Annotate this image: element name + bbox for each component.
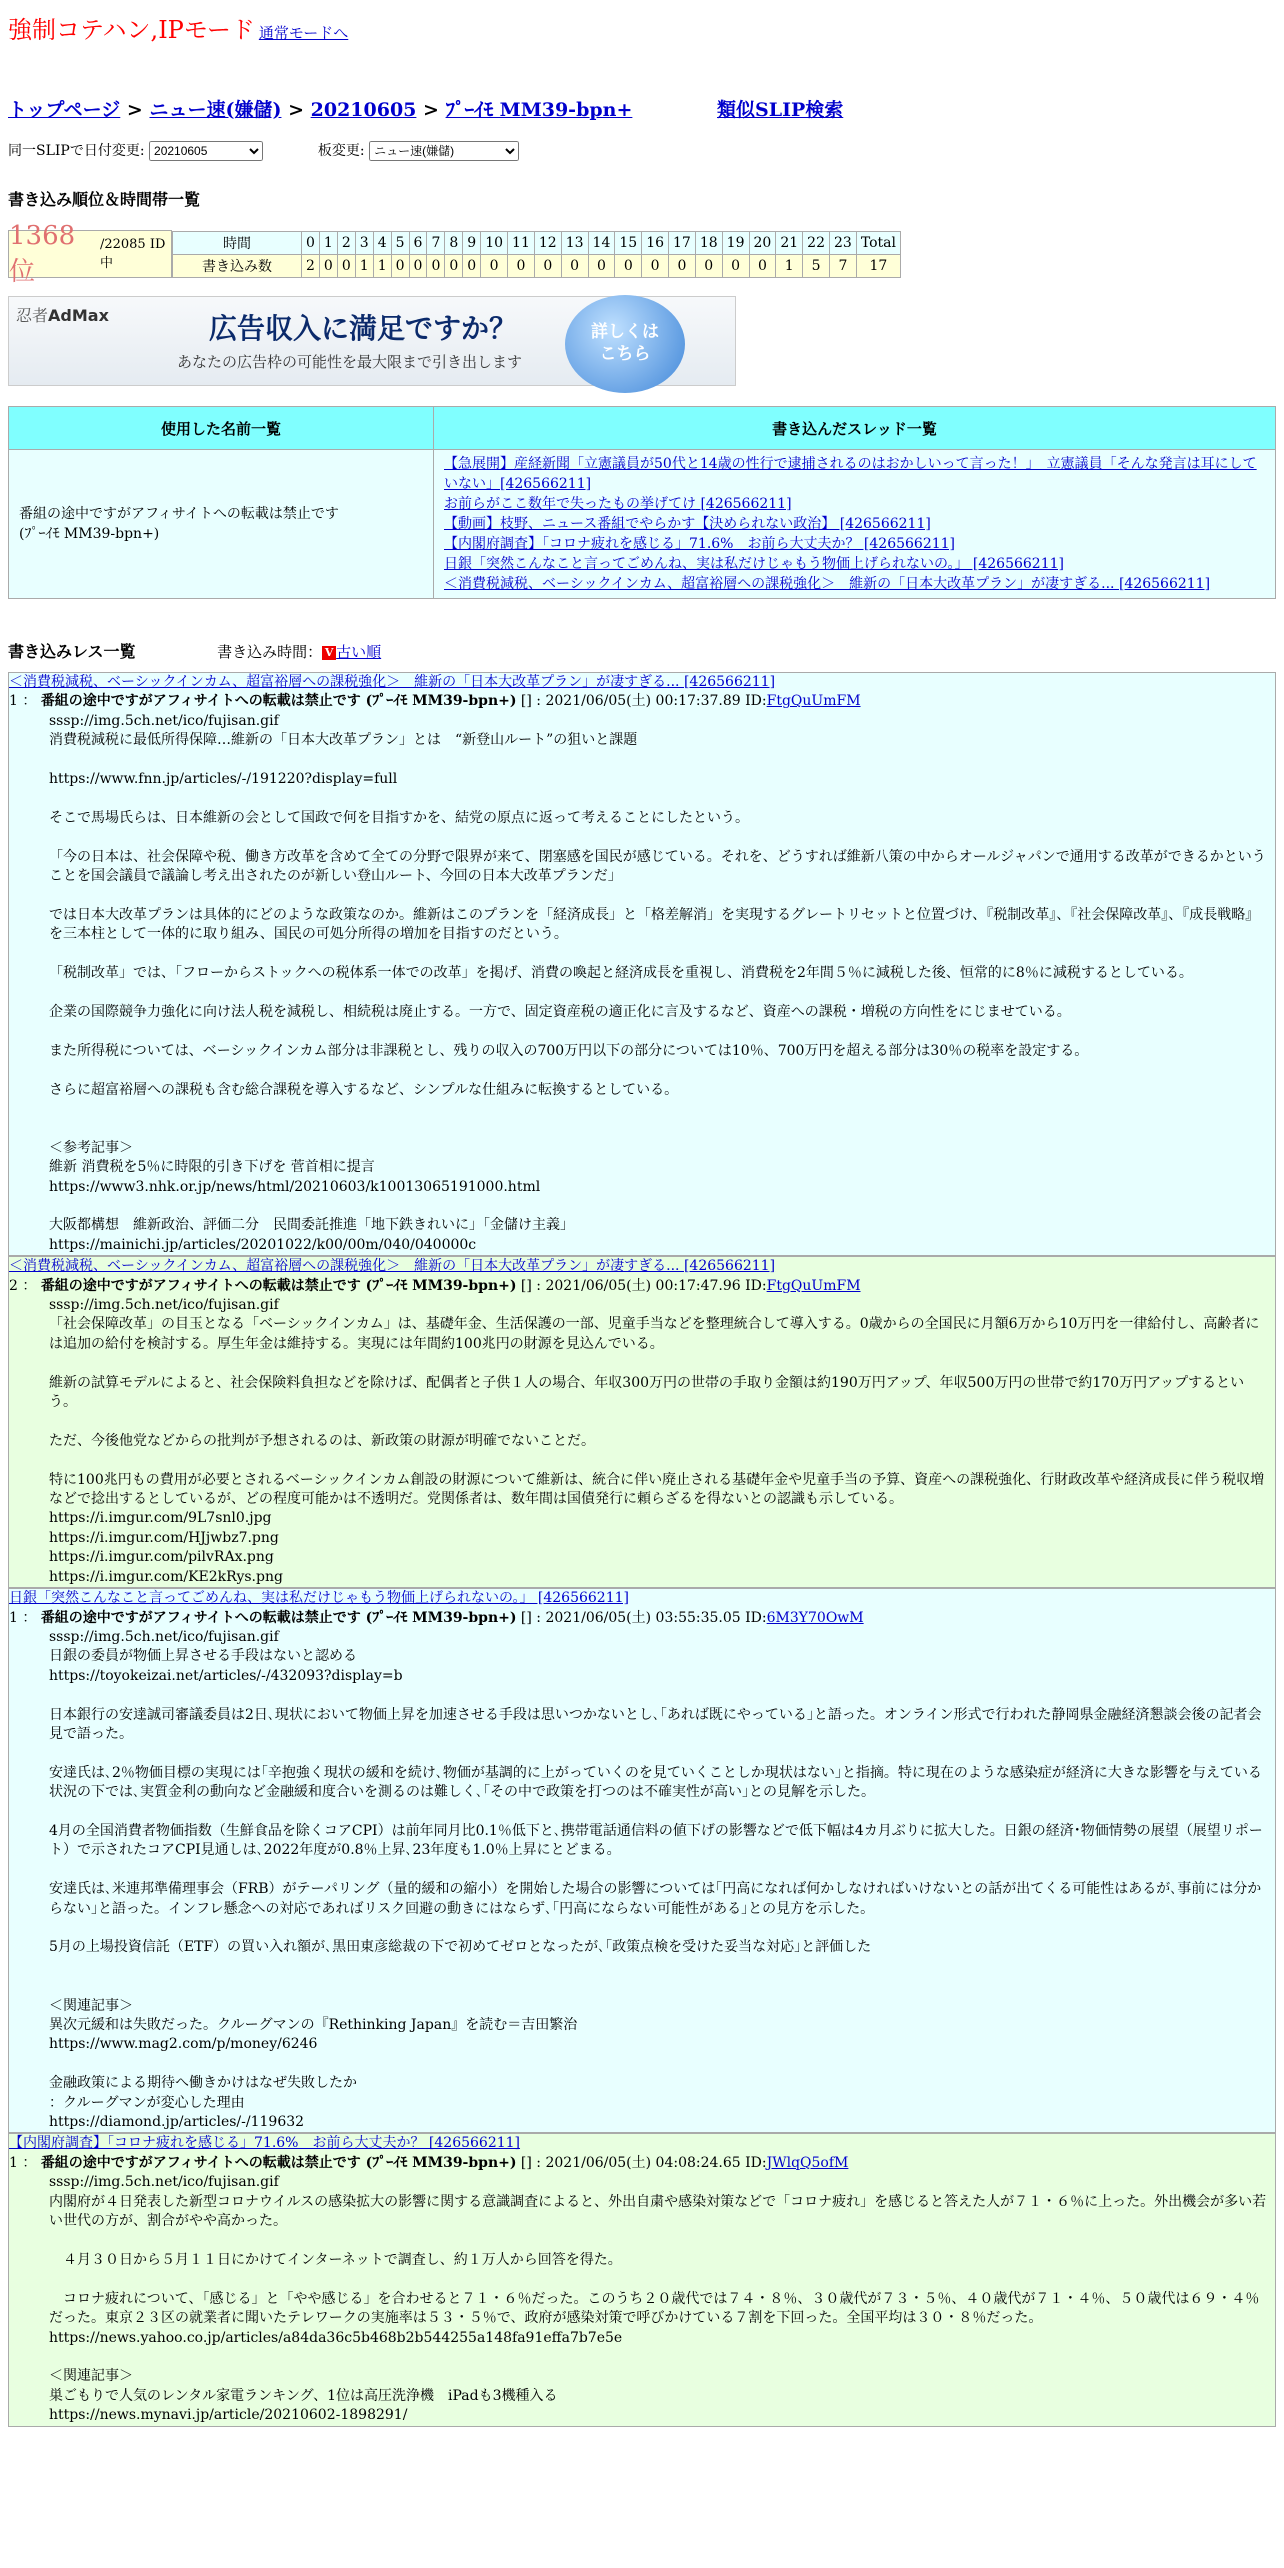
count-cell: 1	[355, 254, 373, 277]
hour-cell: 20	[749, 231, 776, 254]
hour-cell: 17	[669, 231, 696, 254]
post-meta: [] : 2021/06/05(土) 03:55:35.05 ID:	[516, 1609, 767, 1626]
ranking-block	[8, 220, 1276, 287]
post-meta: [] : 2021/06/05(土) 00:17:37.89 ID:	[516, 693, 767, 710]
date-select-label: 同一SLIPで日付変更:	[8, 143, 145, 159]
hour-cell: 3	[355, 231, 373, 254]
thread-link[interactable]: お前らがここ数年で失ったもの挙げてけ [426566211]	[444, 496, 792, 512]
post-number: 1 ：	[9, 693, 41, 710]
post	[8, 2133, 1276, 2426]
hour-cell: 5	[391, 231, 409, 254]
breadcrumb-top[interactable]: トップページ	[8, 99, 121, 121]
hour-cell: 15	[615, 231, 642, 254]
threads-header: 書き込んだスレッド一覧	[434, 407, 1276, 450]
hour-cell: 10	[481, 231, 508, 254]
sort-icon: V	[322, 646, 336, 660]
post-body: sssp://img.5ch.net/ico/fujisan.gif 日銀の委員が物価上昇させる手段はないと認める https://toyokeizai.net/articles/-/432093?display=b 日本銀行の安達誠司審議委員は2日､現状において物価上昇を加速させる手段は思いつかないとし､｢あれば既にやっている｣と語った。オンライン形式で行われた静岡県金融経済懇談会後の記者会見で語った。 安達氏は､2％物価目標の実現には｢辛抱強く現状の緩和を続け､物価が基調的に上がっていくのを見ていくことしか現状はない｣と指摘。特に現在のような感染症が経済に大きな影響を与えている状況の下では､実質金利の動向など金融緩和度合いを測るのは難しく､｢その中で政策を打つのは不確実性が高い｣との見解を示した。 4月の全国消費者物価指数（生鮮食品を除くコアCPI）は前年同月比0.1％低下と､携帯電話通信料の値下げの影響などで低下幅は4カ月ぶりに拡大した。日銀の経済･物価情勢の展望（展望リポート）で示されたコアCPI見通しは､2022年度が0.8％上昇､23年度も1.0％上昇にとどまる。 安達氏は､米連邦準備理事会（FRB）がテーパリング（量的緩和の縮小）を開始した場合の影響については｢円高になれば何かしなければいけないとの話が出てくる可能性はあるが､事前には分からない｣と語った。インフレ懸念への対応であればリスク回避の動きにはならず､｢円高にならない可能性がある｣との見方を示した。 5月の上場投資信託（ETF）の買い入れ額が､黒田東彦総裁の下で初めてゼロとなったが､｢政策点検を受けた妥当な対応｣と評価した ＜関連記事＞ 異次元緩和は失敗だった。クルーグマンの『Rethinking Japan』を読む＝吉田繁治 https://www.mag2.com/p/money/6246 金融政策による期待へ働きかけはなぜ失敗したか ：クルーグマンが変心した理由 https://diamond.jp/articles/-/119632	[49, 1628, 1263, 2131]
hour-cell: 19	[722, 231, 749, 254]
hour-cell: 22	[803, 231, 830, 254]
count-cell: 0	[481, 254, 508, 277]
count-cell: 5	[803, 254, 830, 277]
hour-cell: 11	[508, 231, 535, 254]
hour-cell: 13	[561, 231, 588, 254]
posts-list	[8, 672, 1276, 2427]
rank-value: 1368 位	[9, 220, 76, 287]
count-cell: 0	[319, 254, 337, 277]
post-name: 番組の途中ですがアフィサイトへの転載は禁止です (ﾌﾟｰｲﾓ MM39-bpn+)	[40, 1277, 517, 1294]
post-thread-link[interactable]: ＜消費税減税、ベーシックインカム、超富裕層への課税強化＞ 維新の「日本大改革プラン」が凄すぎる... [426566211]	[9, 674, 776, 690]
count-cell: 1	[373, 254, 391, 277]
thread-link[interactable]: 日銀「突然こんなこと言ってごめんね、実は私だけじゃもう物価上げられないの。」 [426566211]	[444, 556, 1064, 572]
hour-cell: 7	[427, 231, 445, 254]
post-number: 1 ：	[9, 2154, 41, 2171]
hour-cell: Total	[856, 231, 900, 254]
post-name: 番組の途中ですがアフィサイトへの転載は禁止です (ﾌﾟｰｲﾓ MM39-bpn+)	[40, 1609, 517, 1626]
hour-cell: 6	[409, 231, 427, 254]
normal-mode-link[interactable]: 通常モードへ	[258, 24, 349, 42]
post-body: sssp://img.5ch.net/ico/fujisan.gif 消費税減税に最低所得保障…維新の「日本大改革プラン」とは “新登山ルート”の狙いと課題 https://www.fnn.jp/articles/-/191220?display=full そこで馬場氏らは、日本維新の会として国政で何を目指すかを、結党の原点に返って考えることにしたという。 「今の日本は、社会保障や税、働き方改革を含めて全ての分野で限界が来て、閉塞感を国民が感じている。それを、どうすれば維新八策の中からオールジャパンで通用する改革ができるかということを国会議員で議論し考え出されたのが新しい登山ルート、今回の日本大改革プランだ」 では日本大改革プランは具体的にどのような政策なのか。維新はこのプランを「経済成長」と「格差解消」を実現するグレートリセットと位置づけ、『税制改革』、『社会保障改革』、『成長戦略』を三本柱として一体的に取り組み、国民の可処分所得の増加を目指すのだという。 「税制改革」では、「フローからストックへの税体系一体での改革」を掲げ、消費の喚起と経済成長を重視し、消費税を2年間５％に減税した後、恒常的に8％に減税するとしている。 企業の国際競争力強化に向け法人税を減税し、相続税は廃止する。一方で、固定資産税の適正化に言及するなど、資産への課税・増税の方向性をにじませている。 また所得税については、ベーシックインカム部分は非課税とし、残りの収入の700万円以下の部分については10％、700万円を超える部分は30％の税率を設定する。 さらに超富裕層への課税も含む総合課税を導入するなど、シンプルな仕組みに転換するとしている。 ＜参考記事＞ 維新 消費税を5％に時限的引き下げを 菅首相に提言 https://www3.nhk.or.jp/news/html/20210603/k10013065191000.html 大阪都構想 維新政治、評価二分 民間委託推進「地下鉄きれいに」「金儲け主義」 https://mainichi.jp/articles/20201022/k00/00m/040/040000c	[49, 712, 1266, 1253]
sort-order: 書き込み時間： V 古い順	[217, 643, 382, 661]
date-select[interactable]	[149, 141, 263, 161]
hour-cell: 21	[776, 231, 803, 254]
post	[8, 672, 1276, 1256]
hour-cell: 9	[463, 231, 481, 254]
count-cell: 0	[722, 254, 749, 277]
post-id-link[interactable]: JWlqQ5ofM	[766, 2154, 849, 2171]
mode-bar	[8, 10, 1276, 45]
count-cell: 0	[588, 254, 615, 277]
thread-link[interactable]: 【急展開】産経新聞「立憲議員が50代と14歳の性行で逮捕されるのはおかしいって言った！」 立憲議員「そんな発言は耳にしていない」[426566211]	[444, 456, 1257, 492]
post-thread-link[interactable]: 日銀「突然こんなこと言ってごめんね、実は私だけじゃもう物価上げられないの。」 [426566211]	[9, 1590, 629, 1607]
count-cell: 0	[534, 254, 561, 277]
names-header: 使用した名前一覧	[9, 407, 434, 450]
names-threads-table	[8, 406, 1276, 599]
ad-subtitle: あなたの広告枠の可能性を最大限まで引き出します	[177, 353, 523, 371]
post-name: 番組の途中ですがアフィサイトへの転載は禁止です (ﾌﾟｰｲﾓ MM39-bpn+)	[40, 2154, 517, 2171]
count-cell: 0	[669, 254, 696, 277]
hour-cell: 12	[534, 231, 561, 254]
breadcrumb-separator: >	[126, 99, 143, 121]
post-meta: [] : 2021/06/05(土) 04:08:24.65 ID:	[516, 2154, 767, 2171]
post-meta: [] : 2021/06/05(土) 00:17:47.96 ID:	[516, 1277, 767, 1294]
post-body: sssp://img.5ch.net/ico/fujisan.gif 内閣府が４日発表した新型コロナウイルスの感染拡大の影響に関する意識調査によると、外出自粛や感染対策などで「コロナ疲れ」を感じると答えた人が７１・６％に上った。外出機会が多い若い世代の方が、割合がやや高かった。 ４月３０日から５月１１日にかけてインターネットで調査し、約１万人から回答を得た。 コロナ疲れについて、「感じる」と「やや感じる」を合わせると７１・６％だった。このうち２０歳代では７４・８％、３０歳代が７３・５％、４０歳代が７１・４％、５０歳代は６９・４％だった。東京２３区の就業者に聞いたテレワークの実施率は５３・５％で、政府が感染対策で呼びかけている７割を下回った。全国平均は３０・８％だった。 https://news.yahoo.co.jp/articles/a84da36c5b468b2b544255a148fa91effa7b7e5e ＜関連記事＞ 巣ごもりで人気のレンタル家電ランキング、1位は高圧洗浄機 iPadも3機種入る https://news.mynavi.jp/article/20210602-1898291/	[49, 2174, 1267, 2424]
count-label: 書き込み数	[173, 254, 302, 277]
count-cell: 1	[776, 254, 803, 277]
ad-title: 広告収入に満足ですか？	[209, 312, 518, 345]
breadcrumb-separator: >	[423, 99, 439, 121]
hour-cell: 23	[829, 231, 856, 254]
board-select-label: 板変更:	[317, 143, 365, 159]
similar-slip-search-link[interactable]: 類似SLIP検索	[717, 99, 844, 121]
sort-oldest-link[interactable]: 古い順	[336, 643, 382, 661]
count-cell: 0	[337, 254, 355, 277]
hour-cell: 0	[302, 231, 320, 254]
hour-cell: 8	[445, 231, 463, 254]
count-cell: 0	[445, 254, 463, 277]
post-body: sssp://img.5ch.net/ico/fujisan.gif 「社会保障改革」の目玉となる「ベーシックインカム」は、基礎年金、生活保護の一部、児童手当などを整理統合して導入する。0歳からの全国民に月額6万から10万円を一律給付し、高齢者には追加の給付を検討する。厚生年金は維持する。実現には年間約100兆円の財源を見込んでいる。 維新の試算モデルによると、社会保険料負担などを除けば、配偶者と子供１人の場合、年収300万円の世帯の手取り金額は約190万円アップ、年収500万円の世帯で約170万円アップするという。 ただ、今後他党などからの批判が予想されるのは、新政策の財源が明確でないことだ。 特に100兆円もの費用が必要とされるベーシックインカム創設の財源について維新は、統合に伴い廃止される基礎年金や児童手当の予算、資産への課税強化、行財政改革や経済成長に伴う税収増などで捻出するとしているが、どの程度可能かは不透明だ。党関係者は、数年間は国債発行に頼らざるを得ないとの認識も示している。 https://i.imgur.com/9L7snl0.jpg https://i.imgur.com/HJjwbz7.png https://i.imgur.com/pilvRAx.png https://i.imgur.com/KE2kRys.png	[49, 1297, 1265, 1585]
hour-cell: 16	[642, 231, 669, 254]
post-name: 番組の途中ですがアフィサイトへの転載は禁止です (ﾌﾟｰｲﾓ MM39-bpn+)	[40, 693, 517, 710]
rank-total: /22085 ID中	[99, 237, 166, 271]
thread-link[interactable]: 【内閣府調査】「コロナ疲れを感じる」71.6% お前ら大丈夫か？ [426566211]	[444, 536, 956, 552]
ranking-heading: 書き込み順位＆時間帯一覧	[8, 190, 201, 209]
post-id-link[interactable]: 6M3Y70OwM	[766, 1609, 864, 1626]
ad-banner[interactable]	[8, 296, 736, 386]
post	[8, 1588, 1276, 2133]
post-header	[9, 692, 1275, 711]
ad-details-button[interactable]: 詳しくは こちら	[565, 295, 685, 393]
thread-link[interactable]: 【動画】枝野、ニュース番組でやらかす【決められない政治】 [426566211]	[444, 516, 931, 532]
count-cell: 0	[508, 254, 535, 277]
board-select[interactable]	[369, 141, 519, 161]
ad-brand: 忍者AdMax	[16, 306, 109, 325]
breadcrumb-date[interactable]: 20210605	[310, 99, 417, 121]
hourly-table	[172, 231, 901, 278]
post-header	[9, 1609, 1275, 1628]
filter-row	[8, 140, 1276, 161]
count-cell: 0	[391, 254, 409, 277]
breadcrumb-slip[interactable]: ﾌﾟｰｲﾓ MM39-bpn+	[445, 99, 633, 121]
count-cell: 0	[642, 254, 669, 277]
post-id-link[interactable]: FtgQuUmFM	[766, 1277, 861, 1294]
hour-cell: 2	[337, 231, 355, 254]
breadcrumb	[8, 95, 1276, 122]
responses-heading: 書き込みレス一覧	[8, 642, 136, 661]
count-cell: 0	[427, 254, 445, 277]
thread-link[interactable]: ＜消費税減税、ベーシックインカム、超富裕層への課税強化＞ 維新の「日本大改革プラン」が凄すぎる... [426566211]	[444, 576, 1211, 592]
hour-cell: 14	[588, 231, 615, 254]
count-cell: 0	[463, 254, 481, 277]
responses-heading-row	[8, 639, 1276, 662]
breadcrumb-separator: >	[288, 99, 304, 121]
count-cell: 17	[856, 254, 900, 277]
count-cell: 0	[695, 254, 722, 277]
hour-cell: 4	[373, 231, 391, 254]
post-header	[9, 1277, 1275, 1296]
breadcrumb-board[interactable]: ニュー速(嫌儲)	[149, 99, 282, 121]
count-cell: 0	[615, 254, 642, 277]
count-cell: 7	[829, 254, 856, 277]
hour-cell: 1	[319, 231, 337, 254]
rank-box	[8, 220, 172, 287]
hour-cell: 18	[695, 231, 722, 254]
post-thread-link[interactable]: 【内閣府調査】「コロナ疲れを感じる」71.6% お前ら大丈夫か？ [426566211]	[9, 2135, 521, 2152]
count-cell: 0	[561, 254, 588, 277]
used-name: 番組の途中ですがアフィサイトへの転載は禁止です (ﾌﾟｰｲﾓ MM39-bpn+)	[9, 450, 434, 599]
time-label: 時間	[173, 231, 302, 254]
post-number: 1 ：	[9, 1609, 41, 1626]
mode-title: 強制コテハン,IPモード	[8, 16, 255, 44]
post-thread-link[interactable]: ＜消費税減税、ベーシックインカム、超富裕層への課税強化＞ 維新の「日本大改革プラン」が凄すぎる... [426566211]	[9, 1258, 776, 1275]
count-cell: 0	[749, 254, 776, 277]
post-header	[9, 2154, 1275, 2173]
count-cell: 2	[302, 254, 320, 277]
post-number: 2 ：	[9, 1277, 41, 1294]
post	[8, 1256, 1276, 1588]
post-id-link[interactable]: FtgQuUmFM	[766, 693, 861, 710]
count-cell: 0	[409, 254, 427, 277]
thread-list	[434, 450, 1276, 599]
